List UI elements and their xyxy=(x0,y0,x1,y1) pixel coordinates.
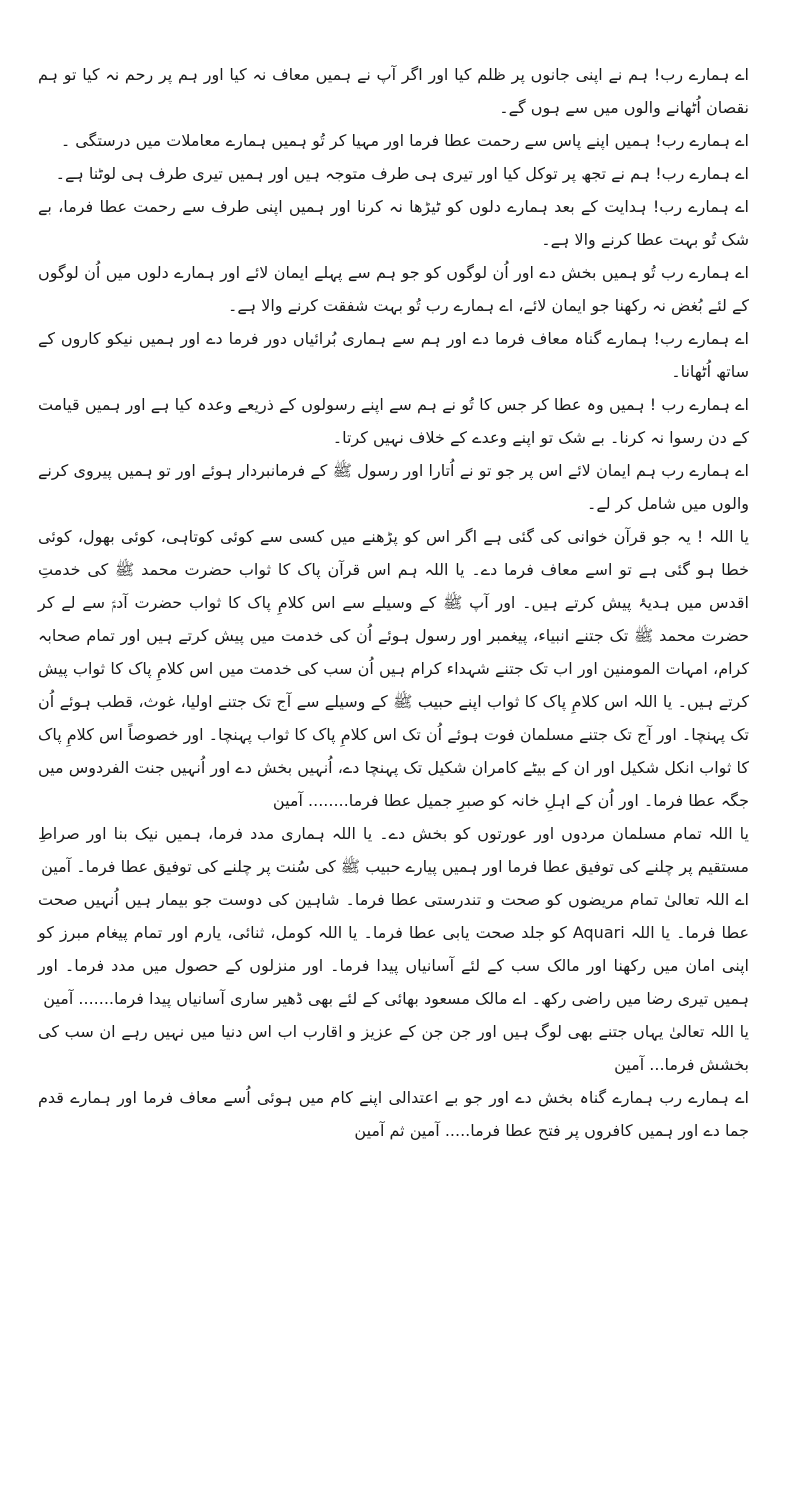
prayer-paragraph-3: اے ہمارے رب! ہم نے تجھ پر توکل کیا اور تیری ہی طرف متوجہ ہیں اور ہمیں تیری طرف ہی لوٹنا ہے۔ xyxy=(55,164,749,183)
prayer-paragraph-4: اے ہمارے رب! ہدایت کے بعد ہمارے دلوں کو ٹیڑھا نہ کرنا اور ہمیں اپنی طرف سے رحمت عطا فرما، بے شک تُو بہت عطا کرنے والا ہے۔ xyxy=(38,197,749,249)
prayer-paragraph-5: اے ہمارے رب تُو ہمیں بخش دے اور اُن لوگوں کو جو ہم سے پہلے ایمان لائے اور ہمارے دلوں میں اُن لوگوں کے لئے بُغض نہ رکھنا جو ایمان لائے، اے ہمارے رب تُو بہت شفقت کرنے والا ہے۔ xyxy=(38,263,749,315)
prayer-paragraph-health: اے اللہ تعالیٰ تمام مریضوں کو صحت و تندرستی عطا فرما۔ شاہین کی دوست جو بیمار ہیں اُنہیں صحت عطا فرما۔ یا اللہ Aquari کو جلد صحت یابی عطا فرما۔ یا اللہ کومل، ثنائی، یارم اور تمام پیغام مبرز کو اپنی امان میں رکھنا اور مالک سب کے لئے آسانیاں پیدا فرما۔ اور منزلوں کے حصول میں مدد فرما۔ اور ہمیں تیری رضا میں راضی رکھ۔ اے مالک مسعود بھائی کے لئے بھی ڈھیر ساری آسانیاں پیدا فرما....... آمین xyxy=(38,890,749,1008)
prayer-paragraph-6: اے ہمارے رب! ہمارے گناہ معاف فرما دے اور ہم سے ہماری بُرائیاں دور فرما دے اور ہمیں نیکو کاروں کے ساتھ اُٹھانا۔ xyxy=(38,329,750,381)
prayer-paragraph-deceased: یا اللہ تعالیٰ یہاں جتنے بھی لوگ ہیں اور جن جن کے عزیز و اقارب اب اس دنیا میں نہیں رہے ان سب کی بخشش فرما... آمین xyxy=(38,1022,749,1074)
prayer-paragraph-2: اے ہمارے رب! ہمیں اپنے پاس سے رحمت عطا فرما اور مہیا کر تُو ہمیں ہمارے معاملات میں درستگی ۔ xyxy=(60,131,749,150)
prayer-paragraph-1: اے ہمارے رب! ہم نے اپنی جانوں پر ظلم کیا اور اگر آپ نے ہمیں معاف نہ کیا اور ہم پر رحم نہ کیا تو ہم نقصان اُٹھانے والوں میں سے ہوں گے۔ xyxy=(38,65,749,117)
prayer-paragraph-8: اے ہمارے رب ہم ایمان لائے اس پر جو تو نے اُتارا اور رسول ﷺ کے فرمانبردار ہوئے اور تو ہمیں پیروی کرنے والوں میں شامل کر لے۔ xyxy=(38,461,749,513)
prayer-paragraph-muslims: یا اللہ تمام مسلمان مردوں اور عورتوں کو بخش دے۔ یا اللہ ہماری مدد فرما، ہمیں نیک بنا اور صراطِ مستقیم پر چلنے کی توفیق عطا فرما اور ہمیں پیارے حبیب ﷺ کی سُنت پر چلنے کی توفیق عطا فرما۔ آمین xyxy=(38,824,749,876)
prayer-paragraph-7: اے ہمارے رب ! ہمیں وہ عطا کر جس کا تُو نے ہم سے اپنے رسولوں کے ذریعے وعدہ کیا ہے اور ہمیں قیامت کے دن رسوا نہ کرنا۔ بے شک تو اپنے وعدے کے خلاف نہیں کرتا۔ xyxy=(38,395,749,447)
dedication-paragraph: یا اللہ ! یہ جو قرآن خوانی کی گئی ہے اگر اس کو پڑھنے میں کسی سے کوئی کوتاہی، کوئی بھول، کوئی خطا ہو گئی ہے تو اسے معاف فرما دے۔ یا اللہ ہم اس قرآن پاک کا ثواب حضرت محمد ﷺ کی خدمتِ اقدس میں ہدیۂ پیش کرتے ہیں۔ اور آپ ﷺ کے وسیلے سے اس کلامِ پاک کا ثواب حضرت آدمؑ سے لے کر حضرت محمد ﷺ تک جتنے انبیاء، پیغمبر اور رسول ہوئے اُن کی خدمت میں پیش کرتے ہیں اور تمام صحابہ کرام، امہات المومنین اور اب تک جتنے شہداء کرام ہیں اُن سب کی خدمت میں اس کلامِ پاک کا ثواب پیش کرتے ہیں۔ یا اللہ اس کلامِ پاک کا ثواب اپنے حبیب ﷺ کے وسیلے سے آج تک جتنے اولیا، غوث، قطب ہوئے اُن تک پہنچا۔ اور آج تک جتنے مسلمان فوت ہوئے اُن تک اس کلامِ پاک کا ثواب پہنچا۔ اور خصوصاً اس کلامِ پاک کا ثواب انکل شکیل اور ان کے بیٹے کامران شکیل تک پہنچا دے، اُنہیں بخش دے اور اُنہیں جنت الفردوس میں جگہ عطا فرما۔ اور اُن کے اہلِ خانہ کو صبرِ جمیل عطا فرما........ آمین xyxy=(38,527,749,810)
prayer-paragraph-final: اے ہمارے رب ہمارے گناہ بخش دے اور جو بے اعتدالی اپنے کام میں ہوئی اُسے معاف فرما اور ہمارے قدم جما دے اور ہمیں کافروں پر فتح عطا فرما..... آمین ثم آمین xyxy=(38,1088,749,1140)
